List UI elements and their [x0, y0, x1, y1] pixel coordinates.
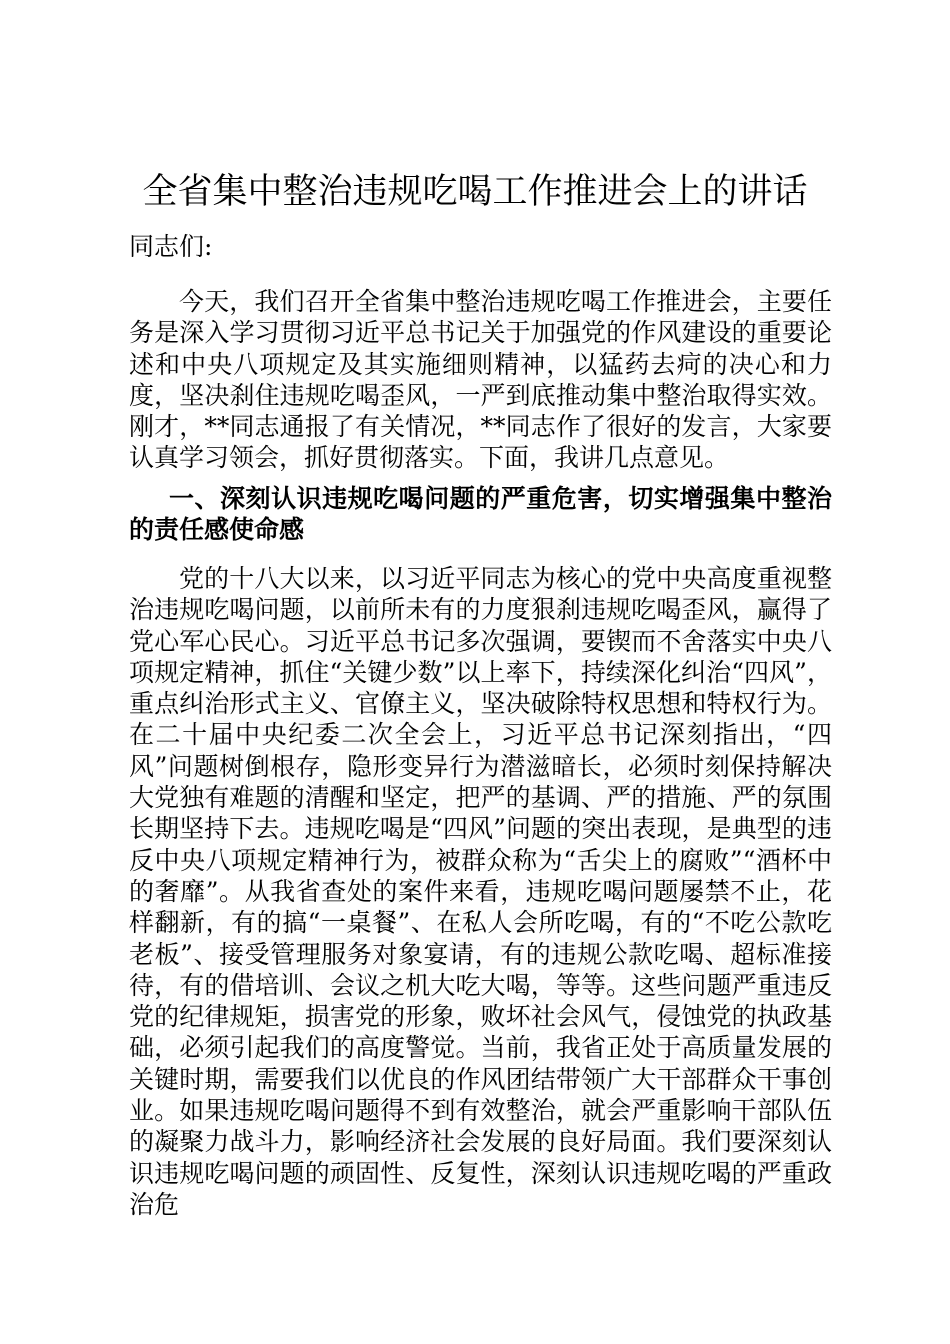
section-heading: 一、深刻认识违规吃喝问题的严重危害，切实增强集中整治的责任感使命感 [129, 484, 832, 545]
opening-paragraph: 今天，我们召开全省集中整治违规吃喝工作推进会，主要任务是深入学习贯彻习近平总书记关于加强党的作风建设的重要论述和中央八项规定及其实施细则精神，以猛药去疴的决心和力度，坚决刹住违规吃喝歪风，一严到底推动集中整治取得实效。刚才，**同志通报了有关情况，**同志作了很好的发言，大家要认真学习领会，抓好贯彻落实。下面，我讲几点意见。 [129, 287, 832, 473]
section-paragraph: 党的十八大以来，以习近平同志为核心的党中央高度重视整治违规吃喝问题，以前所未有的力度狠刹违规吃喝歪风，赢得了党心军心民心。习近平总书记多次强调，要锲而不舍落实中央八项规定精神，抓住“关键少数”以上率下，持续深化纠治“四风”，重点纠治形式主义、官僚主义，坚决破除特权思想和特权行为。在二十届中央纪委二次全会上，习近平总书记深刻指出，“四风”问题树倒根存，隐形变异行为潜滋暗长，必须时刻保持解决大党独有难题的清醒和坚定，把严的基调、严的措施、严的氛围长期坚持下去。违规吃喝是“四风”问题的突出表现，是典型的违反中央八项规定精神行为，被群众称为“舌尖上的腐败”“酒杯中的奢靡”。从我省查处的案件来看，违规吃喝问题屡禁不止，花样翻新，有的搞“一桌餐”、在私人会所吃喝，有的“不吃公款吃老板”、接受管理服务对象宴请，有的违规公款吃喝、超标准接待，有的借培训、会议之机大吃大喝，等等。这些问题严重违反党的纪律规矩，损害党的形象，败坏社会风气，侵蚀党的执政基础，必须引起我们的高度警觉。当前，我省正处于高质量发展的关键时期，需要我们以优良的作风团结带领广大干部群众干事创业。如果违规吃喝问题得不到有效整治，就会严重影响干部队伍的凝聚力战斗力，影响经济社会发展的良好局面。我们要深刻认识违规吃喝问题的顽固性、反复性，深刻认识违规吃喝的严重政治危 [129, 564, 832, 1219]
document-title: 全省集中整治违规吃喝工作推进会上的讲话 [142, 172, 808, 212]
greeting: 同志们: [129, 232, 213, 261]
